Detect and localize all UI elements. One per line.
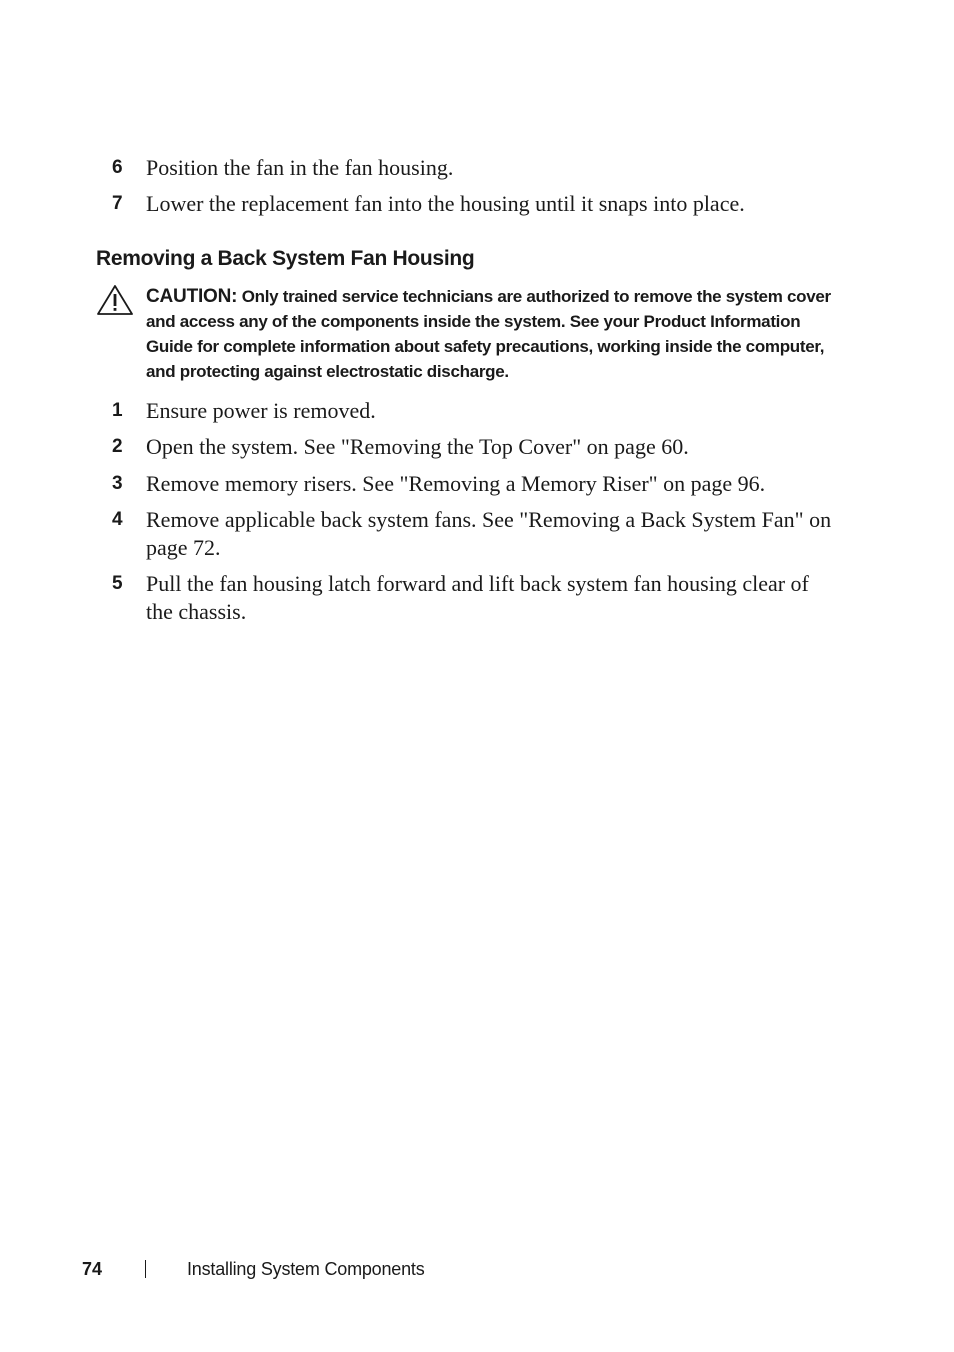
step-number: 3 <box>112 473 123 494</box>
step-item <box>112 397 832 425</box>
step-number: 2 <box>112 436 123 457</box>
caution-notice <box>96 284 836 384</box>
chapter-title: Installing System Components <box>187 1259 425 1279</box>
page-number: 74 <box>82 1259 103 1279</box>
step-text: Ensure power is removed. <box>146 398 376 423</box>
step-text: Position the fan in the fan housing. <box>146 155 454 180</box>
page-footer <box>0 1255 954 1285</box>
step-text: Open the system. See "Removing the Top Cover" on page 60. <box>146 434 689 459</box>
warning-triangle-icon <box>96 284 134 316</box>
step-item <box>112 433 832 461</box>
caution-label: CAUTION: <box>146 286 238 307</box>
step-number: 4 <box>112 509 123 530</box>
step-number: 1 <box>112 400 123 421</box>
step-text: Remove applicable back system fans. See "Removing a Back System Fan" on page 72. <box>146 507 832 560</box>
caution-text: Only trained service technicians are authorized to remove the system cover and access any of the components inside the system. See your Product Information Guide for complete information about safety precautions, working inside the computer, and protecting against electrostatic discharge. <box>146 287 831 381</box>
step-item <box>112 470 832 498</box>
step-item <box>112 506 832 562</box>
footer-divider <box>145 1260 146 1278</box>
step-number: 5 <box>112 573 123 594</box>
step-item <box>112 190 832 218</box>
step-number: 6 <box>112 157 123 178</box>
step-number: 7 <box>112 193 123 214</box>
step-item <box>112 154 832 182</box>
step-text: Remove memory risers. See "Removing a Memory Riser" on page 96. <box>146 471 766 496</box>
step-item <box>112 570 832 626</box>
section-heading: Removing a Back System Fan Housing <box>96 247 475 270</box>
caution-body <box>146 284 836 384</box>
step-text: Pull the fan housing latch forward and lift back system fan housing clear of the chassis. <box>146 571 809 624</box>
step-text: Lower the replacement fan into the housing until it snaps into place. <box>146 191 745 216</box>
